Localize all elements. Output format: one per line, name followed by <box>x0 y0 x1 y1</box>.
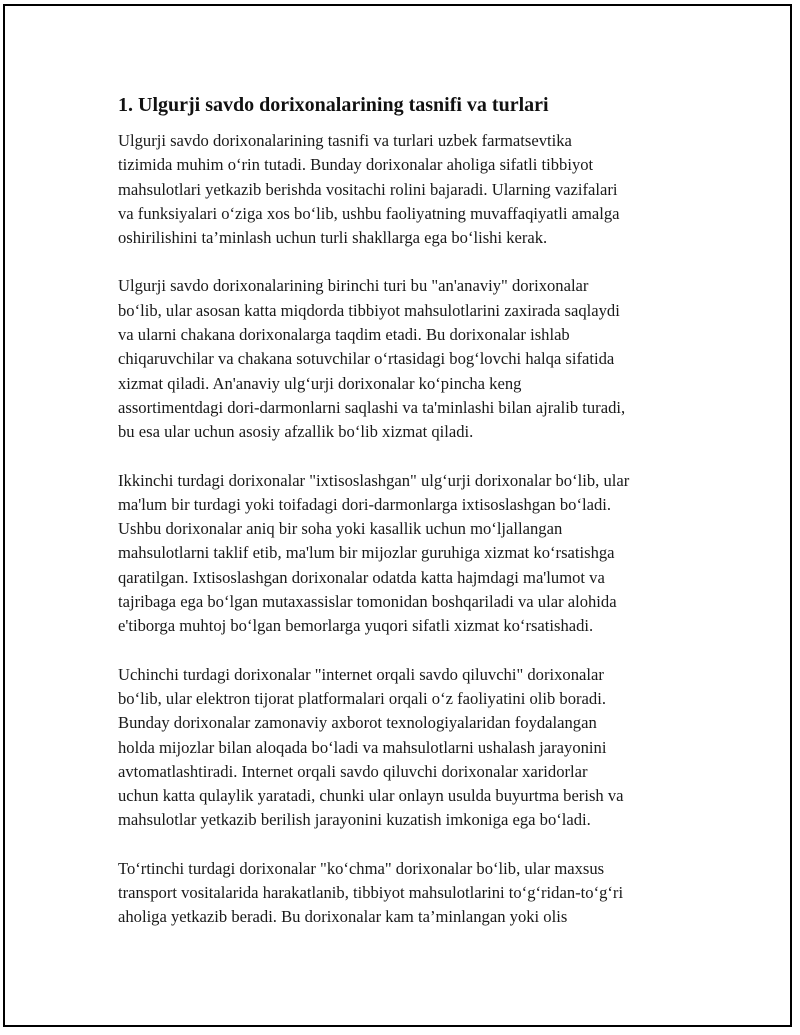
text-line: bo‘lib, ular elektron tijorat platformalari orqali o‘z faoliyatini olib boradi. <box>118 688 606 708</box>
text-line: aholiga yetkazib beradi. Bu dorixonalar kam ta’minlangan yoki olis <box>118 907 568 927</box>
paragraph-5 <box>118 857 690 930</box>
paragraph-4 <box>118 663 690 833</box>
text-line: oshirilishini ta’minlash uchun turli shakllarga ega bo‘lishi kerak. <box>118 228 548 248</box>
text-line: va ularni chakana dorixonalarga taqdim etadi. Bu dorixonalar ishlab <box>118 325 570 345</box>
text-line: Ulgurji savdo dorixonalarining birinchi turi bu "an'anaviy" dorixonalar <box>118 276 589 296</box>
text-line: transport vositalarida harakatlanib, tibbiyot mahsulotlarini to‘g‘ridan-to‘g‘ri <box>118 883 624 903</box>
text-line: chiqaruvchilar va chakana sotuvchilar o‘rtasidagi bog‘lovchi halqa sifatida <box>118 349 615 369</box>
text-line: mahsulotlar yetkazib berilish jarayonini kuzatish imkoniga ega bo‘ladi. <box>118 810 591 830</box>
section-heading: 1. Ulgurji savdo dorixonalarining tasnifi va turlari <box>118 94 549 116</box>
text-line: qaratilgan. Ixtisoslashgan dorixonalar odatda katta hajmdagi ma'lumot va <box>118 567 605 587</box>
text-line: holda mijozlar bilan aloqada bo‘ladi va mahsulotlarni ushalash jarayonini <box>118 737 607 757</box>
text-line: To‘rtinchi turdagi dorixonalar "ko‘chma" dorixonalar bo‘lib, ular maxsus <box>118 858 605 878</box>
paragraph-1 <box>118 129 690 250</box>
text-line: mahsulotlari yetkazib berishda vositachi rolini bajaradi. Ularning vazifalari <box>118 179 618 199</box>
paragraph-2 <box>118 274 690 444</box>
text-line: mahsulotlarni taklif etib, ma'lum bir mijozlar guruhiga xizmat ko‘rsatishga <box>118 543 615 563</box>
text-line: bu esa ular uchun asosiy afzallik bo‘lib xizmat qiladi. <box>118 422 474 442</box>
text-line: Ikkinchi turdagi dorixonalar "ixtisoslashgan" ulg‘urji dorixonalar bo‘lib, ular <box>118 470 630 490</box>
text-line: tizimida muhim o‘rin tutadi. Bunday dorixonalar aholiga sifatli tibbiyot <box>118 155 594 175</box>
paragraph-3 <box>118 469 690 639</box>
text-line: tajribaga ega bo‘lgan mutaxassislar tomonidan boshqariladi va ular alohida <box>118 592 617 612</box>
text-line: va funksiyalari o‘ziga xos bo‘lib, ushbu faoliyatning muvaffaqiyatli amalga <box>118 203 620 223</box>
document-body <box>118 92 690 954</box>
text-line: Ulgurji savdo dorixonalarining tasnifi va turlari uzbek farmatsevtika <box>118 131 572 150</box>
text-line: Bunday dorixonalar zamonaviy axborot texnologiyalaridan foydalangan <box>118 713 597 733</box>
text-line: Ushbu dorixonalar aniq bir soha yoki kasallik uchun mo‘ljallangan <box>118 519 563 539</box>
text-line: Uchinchi turdagi dorixonalar "internet orqali savdo qiluvchi" dorixonalar <box>118 664 604 684</box>
text-line: xizmat qiladi. An'anaviy ulg‘urji dorixonalar ko‘pincha keng <box>118 373 522 393</box>
text-line: assortimentdagi dori-darmonlarni saqlashi va ta'minlashi bilan ajralib turadi, <box>118 397 626 417</box>
text-line: uchun katta qulaylik yaratadi, chunki ular onlayn usulda buyurtma berish va <box>118 786 624 806</box>
text-line: bo‘lib, ular asosan katta miqdorda tibbiyot mahsulotlarini zaxirada saqlaydi <box>118 300 620 320</box>
text-line: e'tiborga muhtoj bo‘lgan bemorlarga yuqori sifatli xizmat ko‘rsatishadi. <box>118 616 594 636</box>
text-line: avtomatlashtiradi. Internet orqali savdo qiluvchi dorixonalar xaridorlar <box>118 761 588 781</box>
text-line: ma'lum bir turdagi yoki toifadagi dori-darmonlarga ixtisoslashgan bo‘ladi. <box>118 494 612 514</box>
